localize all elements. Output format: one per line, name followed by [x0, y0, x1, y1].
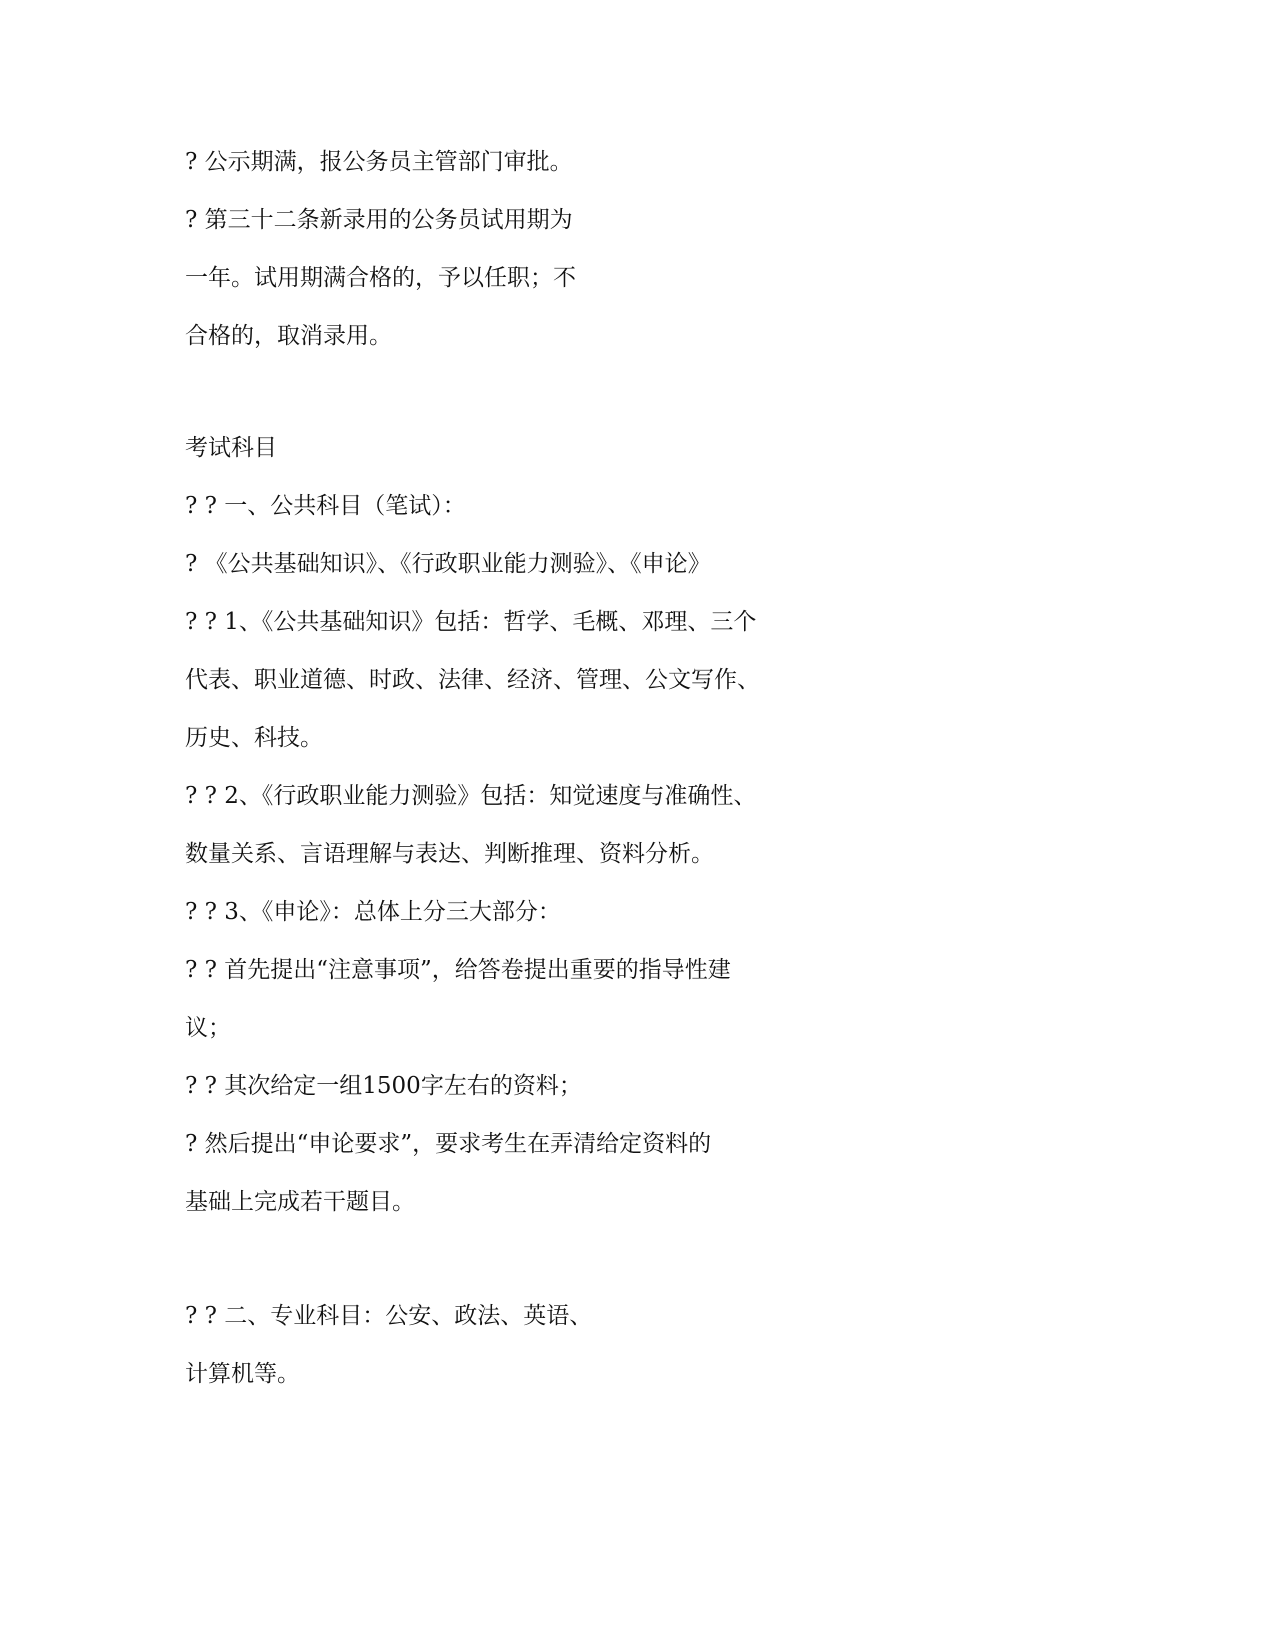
text-line: ? ? 首先提出“注意事项”，给答卷提出重要的指导性建	[185, 957, 731, 983]
text-line: ? ? 一、公共科目（笔试）：	[185, 493, 466, 519]
text-line: ? ? 其次给定一组1500字左右的资料；	[185, 1073, 582, 1099]
text-line: 一年。试用期满合格的，予以任职；不	[185, 265, 576, 291]
text-line: 历史、科技。	[185, 725, 323, 751]
text-line: ? ? 2、《行政职业能力测验》包括：知觉速度与准确性、	[185, 783, 757, 809]
text-line: ? ? 3、《申论》：总体上分三大部分：	[185, 899, 561, 925]
text-line: ? 公示期满，报公务员主管部门审批。	[185, 149, 573, 175]
text-line: ? 第三十二条新录用的公务员试用期为	[185, 207, 573, 233]
text-line: ? 然后提出“申论要求”，要求考生在弄清给定资料的	[185, 1131, 712, 1157]
text-line: 合格的，取消录用。	[185, 323, 392, 349]
text-line: 计算机等。	[185, 1361, 300, 1387]
section-heading: 考试科目	[185, 435, 277, 461]
text-line: 代表、职业道德、时政、法律、经济、管理、公文写作、	[185, 667, 760, 693]
text-line: ? ? 1、《公共基础知识》包括：哲学、毛概、邓理、三个	[185, 609, 757, 635]
text-line: ? 《公共基础知识》、《行政职业能力测验》、《申论》	[185, 551, 711, 577]
text-line: 议；	[185, 1015, 231, 1041]
text-line: 基础上完成若干题目。	[185, 1189, 415, 1215]
text-line: ? ? 二、专业科目：公安、政法、英语、	[185, 1303, 593, 1329]
text-line: 数量关系、言语理解与表达、判断推理、资料分析。	[185, 841, 714, 867]
